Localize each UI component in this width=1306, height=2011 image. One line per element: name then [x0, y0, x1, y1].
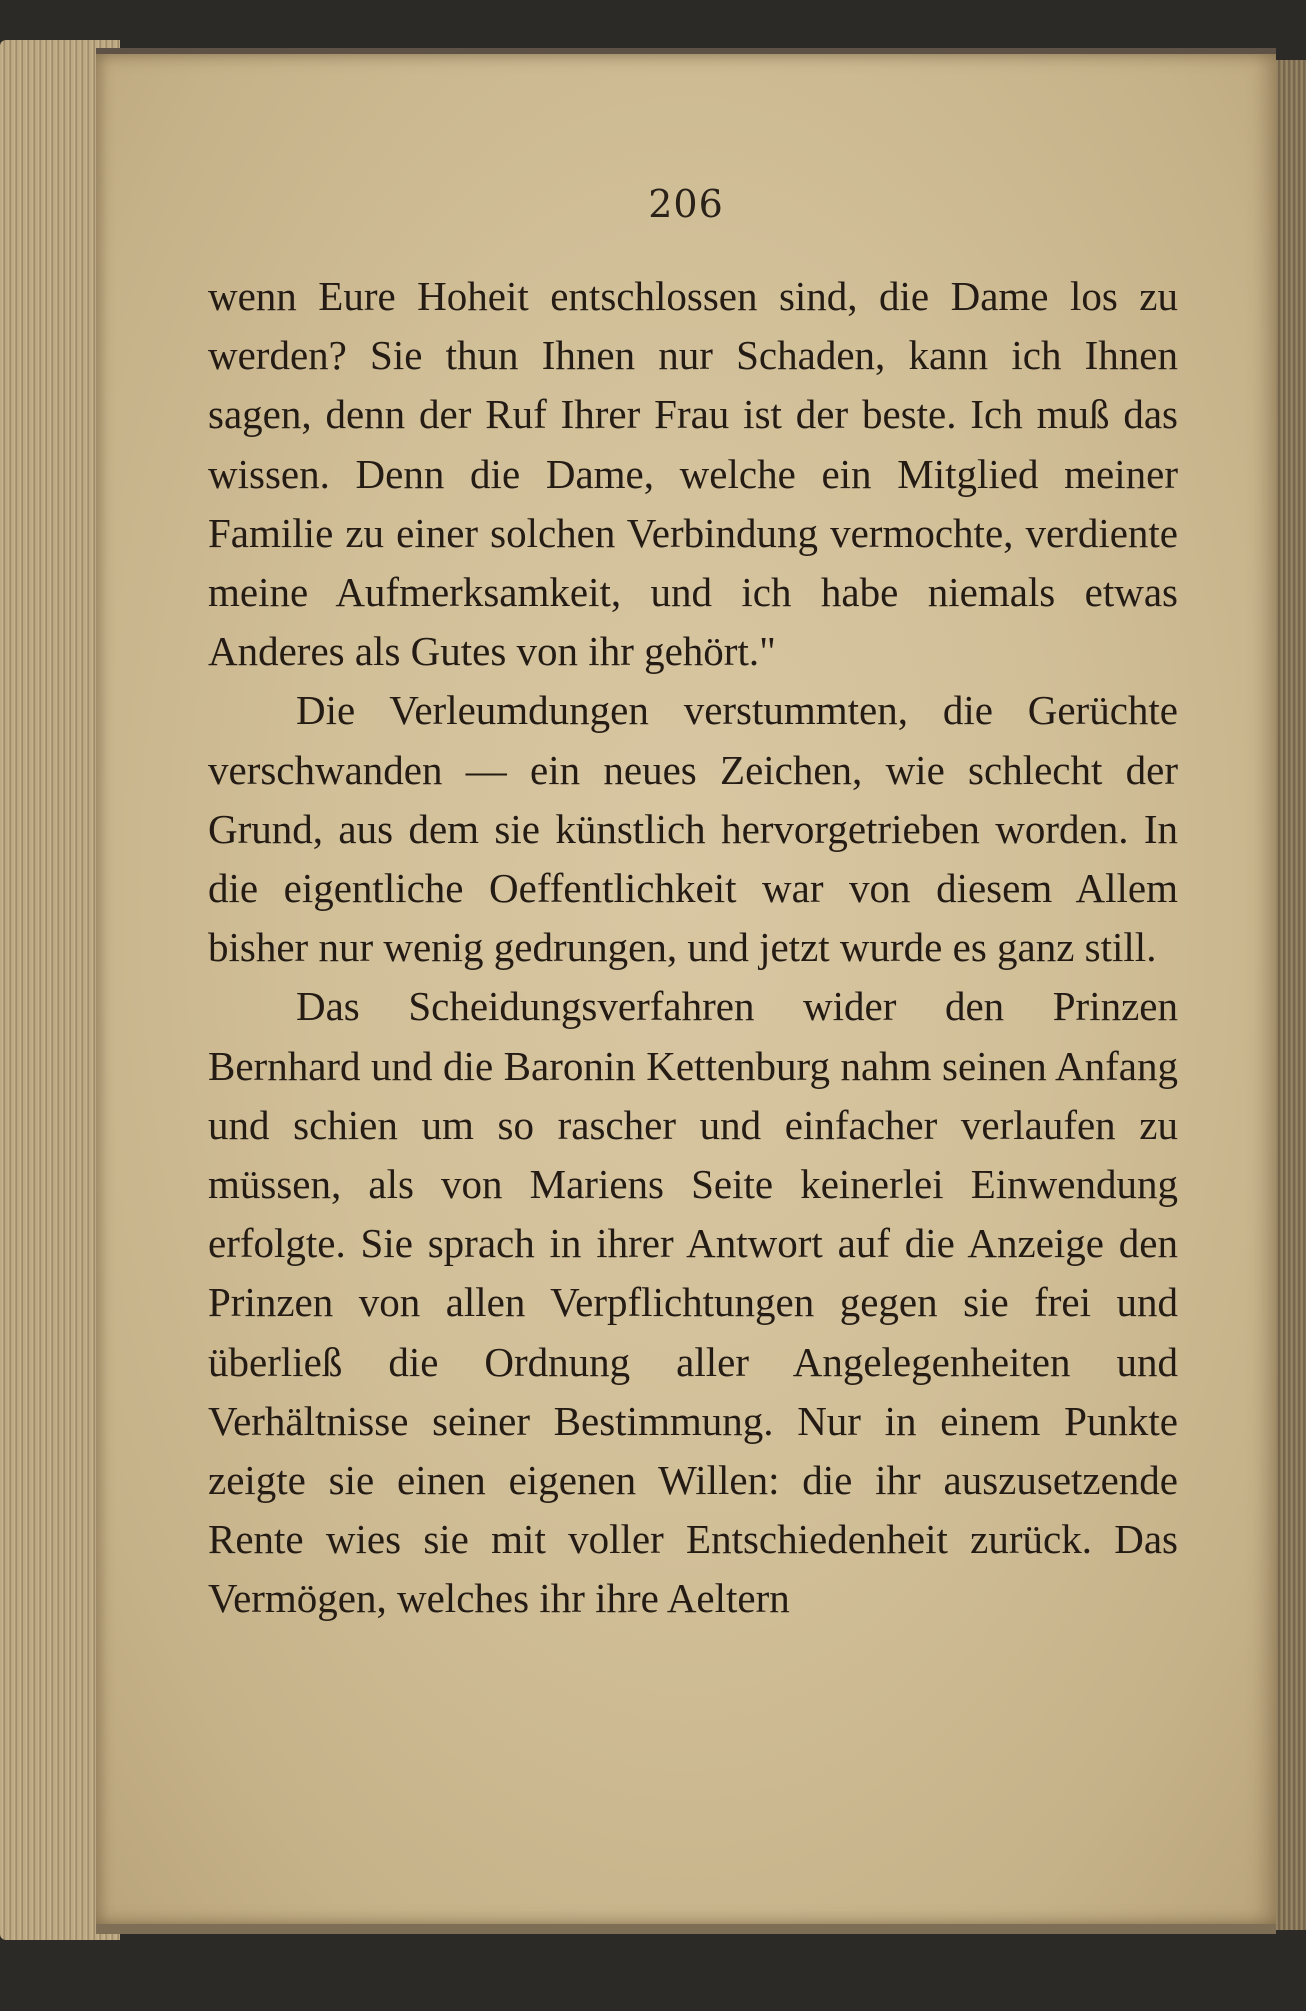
book-page — [96, 48, 1276, 1934]
paragraph-1: wenn Eure Hoheit entschlossen sind, die Dame los zu werden? Sie thun Ihnen nur Schaden, kann ich Ihnen sagen, denn der Ruf Ihrer Frau ist der beste. Ich muß das wissen. Denn die Dame, welche ein Mitglied meiner Familie zu einer solchen Verbindung vermochte, verdiente meine Aufmerksamkeit, und ich habe niemals etwas Anderes als Gutes von ihr gehört." — [208, 273, 1178, 675]
page-number: 206 — [648, 182, 724, 226]
paragraph-3: Das Scheidungsverfahren wider den Prinzen Bernhard und die Baronin Kettenburg nahm seinen Anfang und schien um so rascher und einfacher verlaufen zu müssen, als von Mariens Seite keinerlei Einwendung erfolgte. Sie sprach in ihrer Antwort auf die Anzeige den Prinzen von allen Verpflichtungen gegen sie frei und überließ die Ordnung aller Angelegenheiten und Verhältnisse seiner Bestimmung. Nur in einem Punkte zeigte sie einen eigenen Willen: die ihr auszusetzende Rente wies sie mit voller Entschiedenheit zurück. Das Vermögen, welches ihr ihre Aeltern — [208, 983, 1178, 1622]
paragraph-2: Die Verleumdungen verstummten, die Gerüchte verschwanden — ein neues Zeichen, wie schlecht der Grund, aus dem sie künstlich hervorgetrieben worden. In die eigentliche Oeffentlichkeit war von diesem Allem bisher nur wenig gedrungen, und jetzt wurde es ganz still. — [208, 687, 1178, 971]
book-spine-edge — [1274, 60, 1306, 1930]
body-text — [208, 267, 1178, 1629]
